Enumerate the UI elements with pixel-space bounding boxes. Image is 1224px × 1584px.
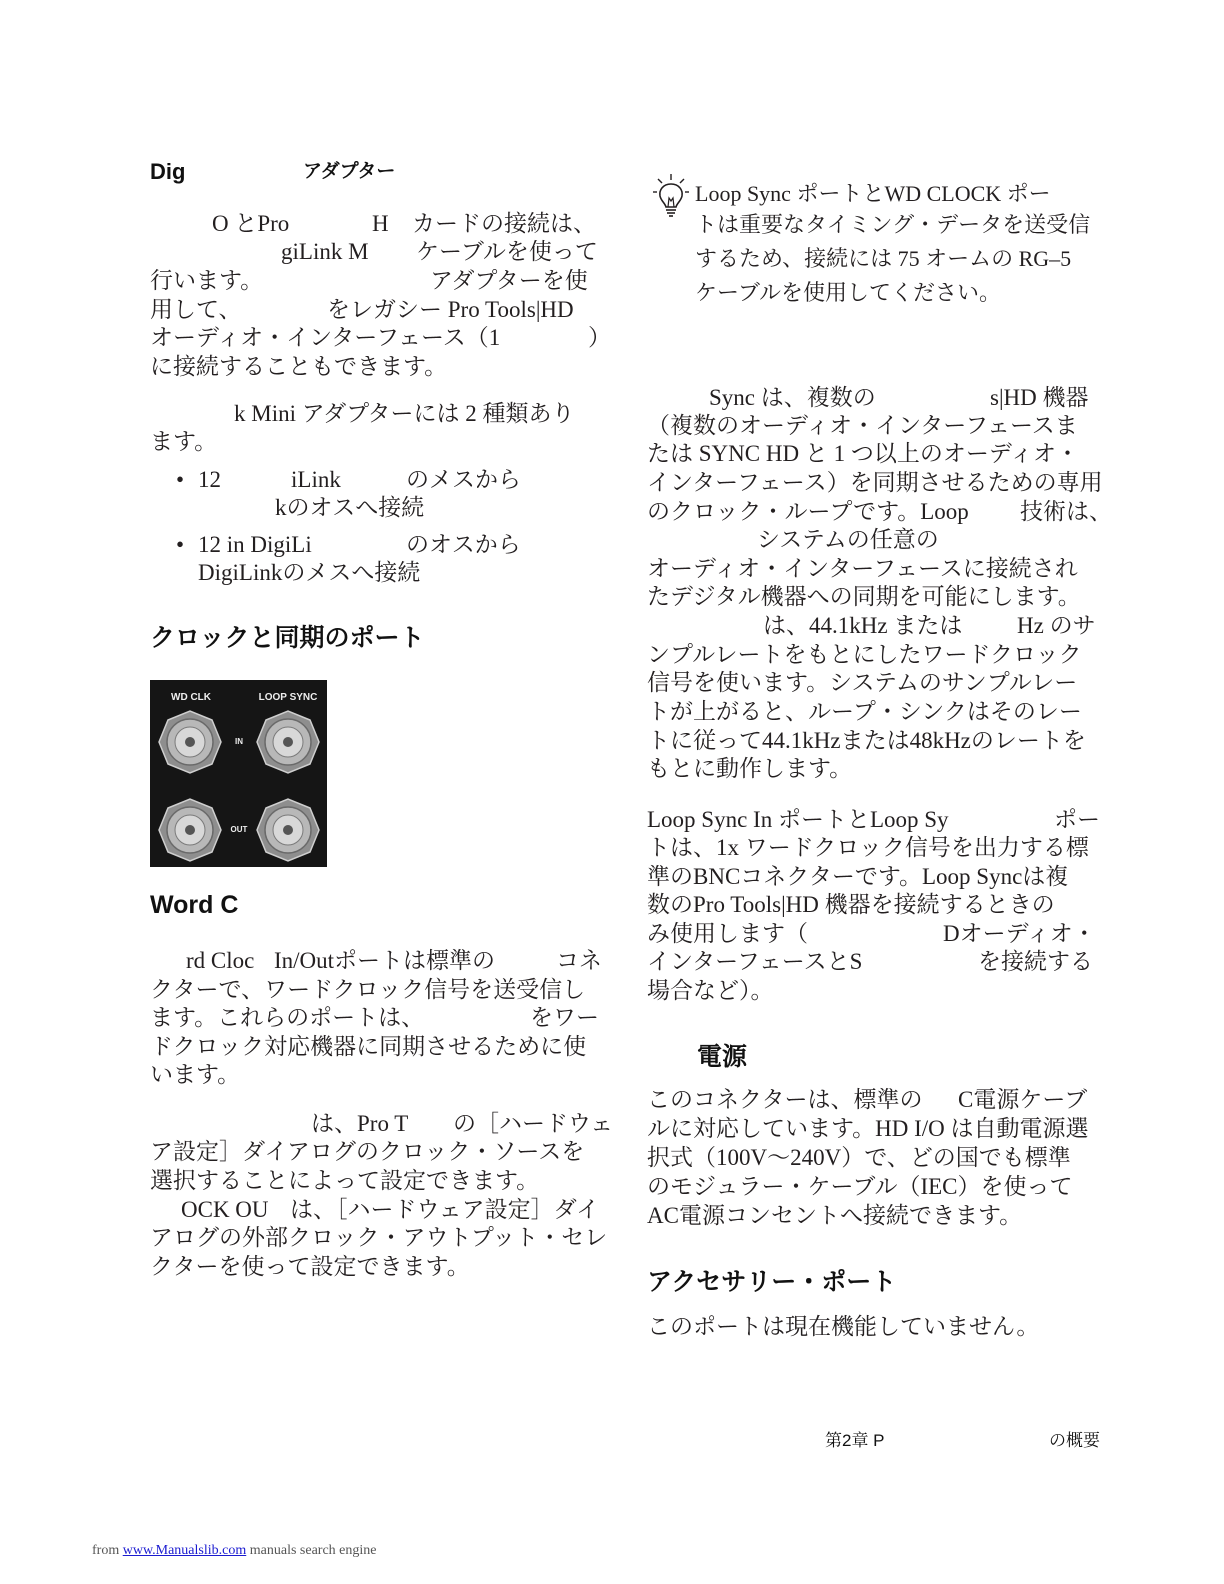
body-text: トが上がると、ループ・シンクはそのレー [647, 699, 1082, 724]
body-text: トに従って44.1kHzまたは48kHzのレートを [647, 728, 1086, 753]
bnc-connector-loop-sync-in [257, 711, 319, 773]
clock-ports-panel [150, 680, 327, 867]
bullet-mark: • [176, 532, 185, 557]
body-text: H [372, 211, 389, 236]
body-text: をワー [530, 1005, 599, 1030]
tip-text: するため、接続には 75 オームの RG–5 [695, 246, 1072, 271]
tip-text: トは重要なタイミング・データを送受信 [695, 212, 1091, 237]
body-text: Loop Sync In ポートとLoop Sy [647, 807, 949, 832]
body-text: を接続する [978, 949, 1093, 974]
body-text: に接続することもできます。 [150, 354, 448, 379]
body-text: rd Cloc [186, 948, 255, 973]
body-text: 技術は、 [1020, 499, 1112, 524]
bnc-connector-wd-clk-in [159, 711, 221, 773]
body-text: O とPro [212, 211, 290, 236]
body-text: k Mini アダプターには 2 種類あり [234, 401, 575, 426]
body-text: ポー [1054, 807, 1100, 832]
body-text: たは SYNC HD と 1 つ以上のオーディオ・ [647, 441, 1079, 466]
body-text: ア設定］ダイアログのクロック・ソースを [150, 1139, 585, 1164]
label-loop-sync: LOOP SYNC [258, 692, 318, 703]
section-heading-power: 電源 [697, 1043, 748, 1071]
bnc-connector-wd-clk-out [159, 799, 221, 861]
heading-text: アダプター [303, 161, 396, 182]
body-text: ます。これらのポートは、 [150, 1005, 425, 1030]
body-text: Hz のサ [1017, 613, 1096, 638]
body-text: 数のPro Tools|HD 機器を接続するときの [647, 892, 1055, 917]
body-text: OCK OU [181, 1197, 269, 1222]
lightbulb-icon [652, 172, 690, 218]
body-text: インターフェースとS [647, 949, 863, 974]
body-text: 選択することによって設定できます。 [150, 1168, 540, 1193]
body-text: ルに対応しています。HD I/O は自動電源選 [647, 1116, 1089, 1141]
body-text: は、［ハードウェア設定］ダイ [290, 1197, 600, 1222]
body-text: C電源ケーブ [958, 1087, 1088, 1112]
body-text: クターで、ワードクロック信号を送受信し [150, 977, 586, 1002]
body-text: AC電源コンセントへ接続できます。 [647, 1203, 1023, 1228]
body-text: DigiLinkのメスへ接続 [198, 560, 421, 585]
body-text: 行います。 [150, 268, 264, 293]
body-text: のメスから [406, 467, 521, 492]
body-text: ドクロック対応機器に同期させるために使 [150, 1034, 587, 1059]
body-text: 12 in DigiLi [198, 532, 312, 557]
source-prefix: from [92, 1543, 120, 1558]
body-text: （複数のオーディオ・インターフェースま [647, 413, 1078, 438]
body-text: のモジュラー・ケーブル（IEC）を使って [647, 1174, 1073, 1199]
body-text: カードの接続は、 [412, 211, 596, 236]
bnc-connector-loop-sync-out [257, 799, 319, 861]
body-text: s|HD 機器 [990, 385, 1089, 410]
body-text: 信号を使います。システムのサンプルレー [647, 670, 1078, 695]
body-text: は、44.1kHz または [763, 613, 963, 638]
body-text: システムの任意の [757, 527, 939, 552]
body-text: インターフェース）を同期させるための専用 [647, 470, 1103, 495]
body-text: In/Outポートは標準の [274, 948, 496, 973]
body-text: コネ [556, 948, 602, 973]
bullet-mark: • [176, 467, 185, 492]
section-heading-clock-sync-ports: クロックと同期のポート [150, 624, 425, 652]
body-text: ケーブルを使って [416, 239, 598, 264]
body-text: ます。 [150, 429, 218, 454]
section-heading-accessory-port: アクセサリー・ポート [647, 1268, 897, 1296]
tip-text: ケーブルを使用してください。 [695, 280, 1002, 305]
body-text: ンプルレートをもとにしたワードクロック [647, 642, 1082, 667]
body-text: のオスから [406, 532, 521, 557]
source-suffix: manuals search engine [249, 1543, 377, 1558]
body-text: iLink [291, 467, 341, 492]
section-heading-word-clock: Word C [150, 891, 239, 919]
body-text: トは、1x ワードクロック信号を出力する標 [647, 835, 1089, 860]
body-text: オーディオ・インターフェースに接続され [647, 556, 1078, 581]
body-text: もとに動作します。 [647, 756, 853, 781]
footer-title: の概要 [1049, 1431, 1100, 1450]
body-text: このコネクターは、標準の [647, 1087, 923, 1112]
footer-chapter: 第2章 P [825, 1431, 885, 1450]
body-text: 用して、 [150, 297, 242, 322]
body-text: クターを使って設定できます。 [150, 1254, 470, 1279]
body-text: のクロック・ループです。Loop [647, 499, 969, 524]
body-text: オーディオ・インターフェース（1 [150, 325, 501, 350]
manualslib-link[interactable]: www.Manualslib.com [122, 1543, 247, 1558]
body-text: み使用します（ [647, 921, 808, 946]
label-in: IN [235, 737, 243, 746]
body-text: Sync は、複数の [709, 385, 876, 410]
body-text: 場合など）。 [647, 978, 774, 1003]
body-text: は、Pro T [311, 1111, 409, 1136]
source-credit [92, 1542, 376, 1560]
clock-ports-figure [150, 680, 327, 867]
body-text: giLink M [281, 239, 369, 264]
body-text: います。 [150, 1062, 241, 1087]
body-text: をレガシー Pro Tools|HD [327, 297, 574, 322]
body-text: アログの外部クロック・アウトプット・セレ [150, 1225, 608, 1250]
body-text: 準のBNCコネクターです。Loop Syncは複 [647, 864, 1069, 889]
label-out: OUT [230, 825, 248, 834]
body-text: たデジタル機器への同期を可能にします。 [647, 584, 1081, 609]
paragraph-accessory-port: このポートは現在機能していません。 [647, 1314, 1040, 1339]
tip-text: Loop Sync ポートとWD CLOCK ポー [695, 181, 1051, 206]
body-text: 12 [198, 467, 221, 492]
body-text: 択式（100V～240V）で、どの国でも標準 [647, 1145, 1071, 1170]
body-text: アダプターを使 [430, 268, 588, 293]
body-text: Dオーディオ・ [943, 921, 1096, 946]
body-text: ） [588, 325, 611, 350]
body-text: の［ハードウェ [453, 1111, 614, 1136]
body-text: kのオスへ接続 [275, 495, 425, 520]
label-wd-clk: WD CLK [171, 692, 211, 703]
heading-text: Dig [150, 159, 186, 184]
